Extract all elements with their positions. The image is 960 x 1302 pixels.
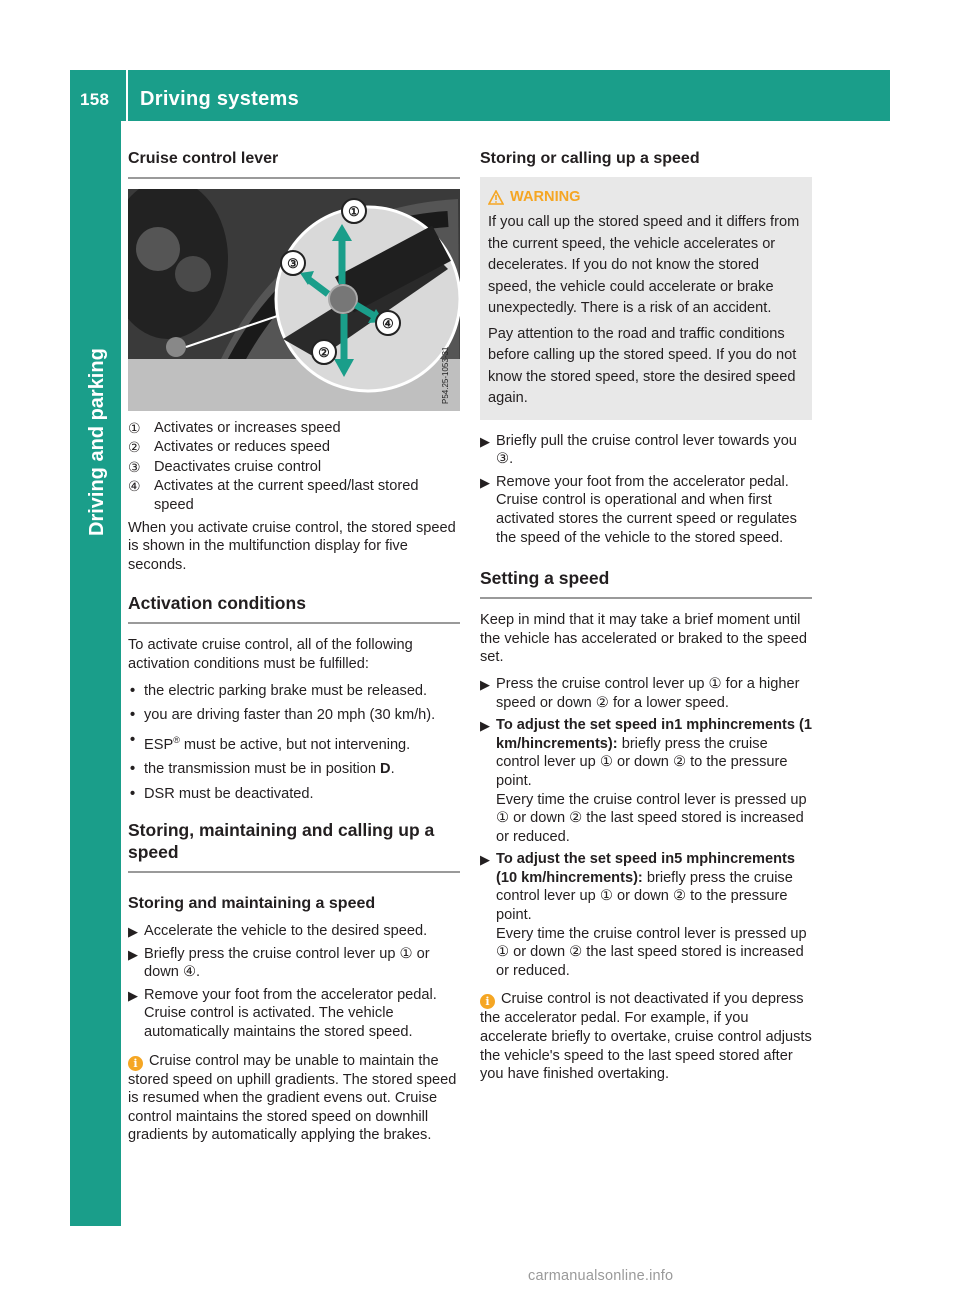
arrow-icon: ▶	[128, 987, 138, 1003]
warning-box	[480, 177, 812, 420]
warning-text: Pay attention to the road and traffic conditions before calling up the stored speed. If you do not know the stored speed, store the desired speed again.	[488, 325, 797, 407]
warning-header	[488, 187, 804, 209]
step-item: ▶ To adjust the set speed in1 mphincrements (1 km/hincrements): briefly press the cruise control lever up ① or down ② to the pressure point. Every time the cruise control lever is pressed up ① or down ② the last speed stored is increased or reduced.	[480, 717, 812, 845]
side-tab	[70, 1175, 121, 1226]
arrow-icon: ▶	[480, 676, 490, 692]
calling-heading: Storing or calling up a speed	[480, 150, 700, 167]
figure-code: P54.25-1053-31	[441, 346, 450, 404]
callout-2: ②	[318, 344, 330, 360]
arrow-icon: ▶	[480, 474, 490, 490]
condition-item: • ESP® must be active, but not intervening.	[128, 731, 460, 754]
legend-item	[128, 438, 460, 457]
step-item: ▶ Briefly pull the cruise control lever towards you ③.	[480, 432, 797, 468]
step-item: ▶ Briefly press the cruise control lever up ① or down ④.	[128, 945, 430, 981]
legend-item	[128, 458, 460, 477]
condition-item: • you are driving faster than 20 mph (30 km/h).	[128, 706, 460, 725]
arrow-icon: ▶	[128, 923, 138, 939]
watermark: carmanualsonline.info	[528, 1268, 674, 1284]
legend-item	[128, 419, 460, 438]
arrow-icon: ▶	[480, 718, 490, 734]
arrow-icon: ▶	[480, 433, 490, 449]
callout-1: ①	[348, 203, 360, 219]
step-item: ▶ Remove your foot from the accelerator pedal. Cruise control is operational and when first activated stores the current speed or regulates the speed of the vehicle to the stored speed.	[480, 473, 797, 546]
side-bar	[70, 121, 121, 1226]
warning-text: If you call up the stored speed and it differs from the current speed, the vehicle accelerates or decelerates. If you do not know the stored speed, the vehicle could accelerate or brake unexpectedly. There is a risk of an accident.	[488, 214, 800, 317]
condition-item: • the electric parking brake must be released.	[128, 682, 460, 701]
info-note	[480, 990, 812, 1083]
lever-illustration	[128, 189, 460, 411]
legend-item	[128, 477, 460, 514]
legend-number: ④	[128, 478, 141, 495]
legend-text: Activates or reduces speed	[154, 439, 331, 456]
legend-number: ③	[128, 458, 141, 475]
activation-conditions-heading: Activation conditions	[128, 592, 460, 624]
header-divider	[126, 70, 128, 121]
info-text: Cruise control is not deactivated if you depress the accelerator pedal. For example, if you accelerate briefly to overtake, cruise control adjusts the vehicle's speed to the last speed stored after you have finished overtaking.	[480, 991, 812, 1083]
setting-heading: Setting a speed	[480, 567, 812, 599]
legend-text: Activates or increases speed	[154, 419, 341, 436]
condition-item: • DSR must be deactivated.	[128, 785, 460, 804]
legend-number: ①	[128, 419, 141, 436]
cruise-control-lever-figure	[128, 189, 460, 411]
info-icon: i	[128, 1056, 143, 1071]
right-column	[480, 150, 812, 1084]
heading-rule	[128, 177, 460, 179]
activation-note: When you activate cruise control, the stored speed is shown in the multifunction display for five seconds.	[128, 519, 456, 573]
storing-heading: Storing, maintaining and calling up a speed	[128, 819, 460, 873]
legend-text: Deactivates cruise control	[154, 458, 322, 475]
info-icon: i	[480, 994, 495, 1009]
page-number: 158	[80, 90, 110, 109]
left-column	[128, 150, 460, 1145]
legend-number: ②	[128, 439, 141, 456]
step-item: ▶ Remove your foot from the accelerator pedal. Cruise control is activated. The vehicle automatically maintains the stored speed.	[128, 986, 437, 1040]
condition-item: • the transmission must be in position D.	[128, 760, 460, 779]
setting-intro: Keep in mind that it may take a brief moment until the vehicle has accelerated or braked to the speed set.	[480, 612, 807, 666]
step-item: ▶ Accelerate the vehicle to the desired speed.	[128, 922, 460, 941]
side-section-text: Driving and parking	[86, 348, 108, 536]
warning-label: WARNING	[510, 188, 581, 205]
callout-3: ③	[287, 255, 299, 271]
info-note	[128, 1052, 460, 1145]
activation-intro: To activate cruise control, all of the following activation conditions must be fulfilled:	[128, 637, 413, 672]
lever-heading: Cruise control lever	[128, 150, 279, 167]
side-section-label	[80, 348, 112, 536]
legend-text: Activates at the current speed/last stored speed	[154, 478, 419, 513]
info-text: Cruise control may be unable to maintain the stored speed on uphill gradients. The stored speed is resumed when the gradient evens out. Cruise control maintains the stored speed on downhill gradients by automatically applying the brakes.	[128, 1052, 457, 1144]
arrow-icon: ▶	[128, 946, 138, 962]
callout-4: ④	[382, 315, 394, 331]
step-item: ▶ To adjust the set speed in5 mphincrements (10 km/hincrements): briefly press the cruise control lever up ① or down ② to the pressure point. Every time the cruise control lever is pressed up ① or down ② the last speed stored is increased or reduced.	[480, 851, 807, 979]
arrow-icon: ▶	[480, 852, 490, 868]
chapter-title: Driving systems	[140, 88, 300, 110]
storing-subheading: Storing and maintaining a speed	[128, 895, 376, 913]
step-item: ▶ Press the cruise control lever up ① for a higher speed or down ② for a lower speed.	[480, 675, 800, 711]
warning-triangle-icon	[488, 190, 504, 205]
